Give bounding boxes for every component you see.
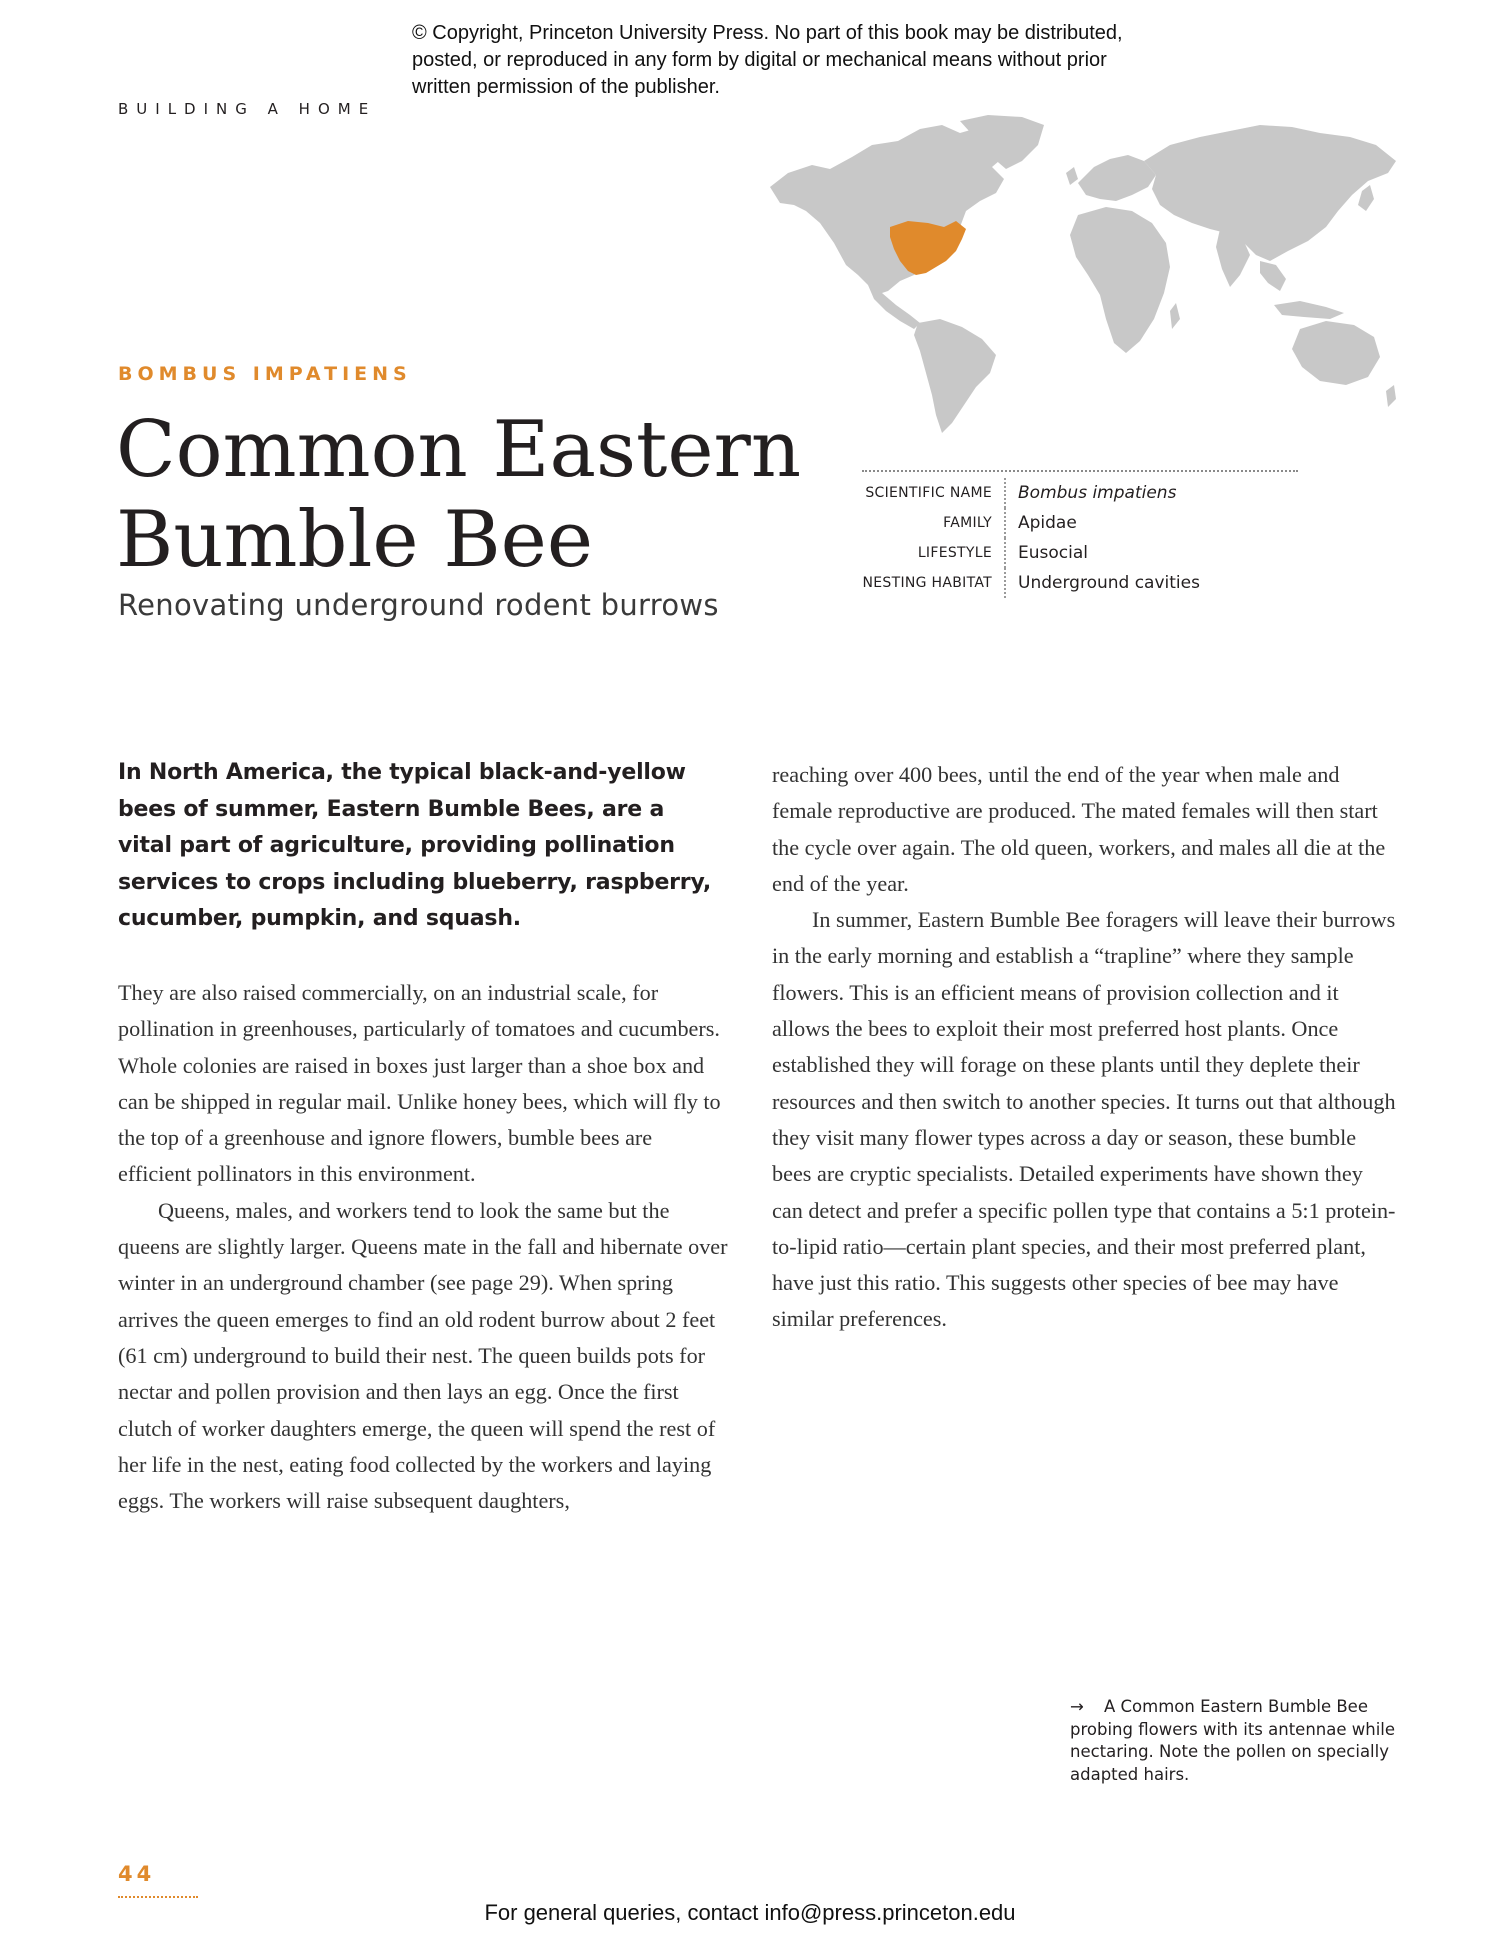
scientific-name-kicker: BOMBUS IMPATIENS [118,363,412,385]
page-number-underline [118,1896,198,1898]
map-europe [1078,155,1156,201]
lead-paragraph: In North America, the typical black-and-yellow bees of summer, Eastern Bumble Bees, are a vital part of agriculture, providing pollination services to crops including blueberry, raspberry, cucumber, pumpkin, and squash. [118,760,712,931]
facts-divider [862,470,1298,472]
title-line-1: Common Eastern [116,405,802,495]
fact-value: Apidae [1018,513,1077,533]
body-paragraph: Queens, males, and workers tend to look the same but the queens are slightly larger. Queens mate in the fall and hibernate over winter in an underground chamber (see page 29). When spring arrives the queen emerges to find an old rodent burrow about 2 feet (61 cm) underground to build their nest. The queen builds pots for nectar and pollen provision and then lays an egg. Once the first clutch of worker daughters emerge, the queen will spend the rest of her life in the nest, eating food collected by the workers and laying eggs. The workers will raise subsequent daughters, [118,1197,728,1514]
map-madagascar [1170,303,1180,329]
map-land [770,115,1396,433]
fact-value: Bombus impatiens [1018,483,1177,503]
title-line-2: Bumble Bee [116,495,593,585]
map-australia [1292,321,1380,385]
body-column-1 [118,975,728,1519]
fact-row-nesting-habitat [862,568,1332,598]
species-facts-table [862,478,1332,598]
fact-row-lifestyle [862,538,1332,568]
map-british-isles [1066,167,1078,185]
page-number: 44 [118,1862,156,1886]
world-range-map [760,115,1400,433]
fact-label: LIFESTYLE [862,538,1006,568]
map-asia [1144,125,1396,261]
map-central-america [868,285,920,329]
fact-value: Eusocial [1018,543,1088,563]
photo-caption [1070,1696,1400,1786]
map-indonesia [1274,301,1344,319]
arrow-right-icon: → [1070,1697,1084,1716]
map-southeast-asia [1260,261,1286,291]
body-paragraph: In summer, Eastern Bumble Bee foragers will leave their burrows in the early morning and establish a “trapline” where they sample flowers. This is an efficient means of provision collection and it allows the bees to exploit their most preferred host plants. Once established they will forage on these plants until they deplete their resources and then switch to another species. It turns out that although they visit many flower types across a day or season, these bumble bees are cryptic specialists. Detailed experiments have shown they can detect and prefer a specific pollen type that contains a 5:1 protein-to-lipid ratio—certain plant species, and their most preferred plant, have just this ratio. This suggests other species of bee may have similar preferences. [772,907,1396,1332]
body-paragraph: They are also raised commercially, on an industrial scale, for pollination in greenhouses, particularly of tomatoes and cucumbers. Whole colonies are raised in boxes just larger than a shoe box and can be shipped in regular mail. Unlike honey bees, which will fly to the top of a greenhouse and ignore flowers, bumble bees are efficient pollinators in this environment. [118,980,721,1187]
fact-label: SCIENTIFIC NAME [862,478,1006,508]
fact-label: NESTING HABITAT [862,568,1006,598]
fact-label: FAMILY [862,508,1006,538]
fact-row-scientific-name [862,478,1332,508]
fact-row-family [862,508,1332,538]
caption-text: A Common Eastern Bumble Bee probing flowers with its antennae while nectaring. Note the pollen on specially adapted hairs. [1070,1697,1396,1784]
map-africa [1070,207,1170,353]
species-title [116,405,816,585]
map-south-america [914,319,996,433]
map-japan [1358,185,1374,211]
map-north-america [770,125,1006,295]
fact-value: Underground cavities [1018,573,1200,593]
copyright-notice: © Copyright, Princeton University Press. No part of this book may be distributed, posted, or reproduced in any form by digital or mechanical means without prior written permission of the publisher. [412,22,1123,98]
running-head: BUILDING A HOME [118,100,377,118]
map-new-zealand [1386,385,1396,407]
body-paragraph: reaching over 400 bees, until the end of the year when male and female reproductive are produced. The mated females will then start the cycle over again. The old queen, workers, and males all die at the end of the year. [772,762,1386,896]
body-column-2 [772,757,1398,1338]
contact-footer: For general queries, contact info@press.princeton.edu [484,1900,1016,1925]
species-subtitle: Renovating underground rodent burrows [118,588,719,622]
